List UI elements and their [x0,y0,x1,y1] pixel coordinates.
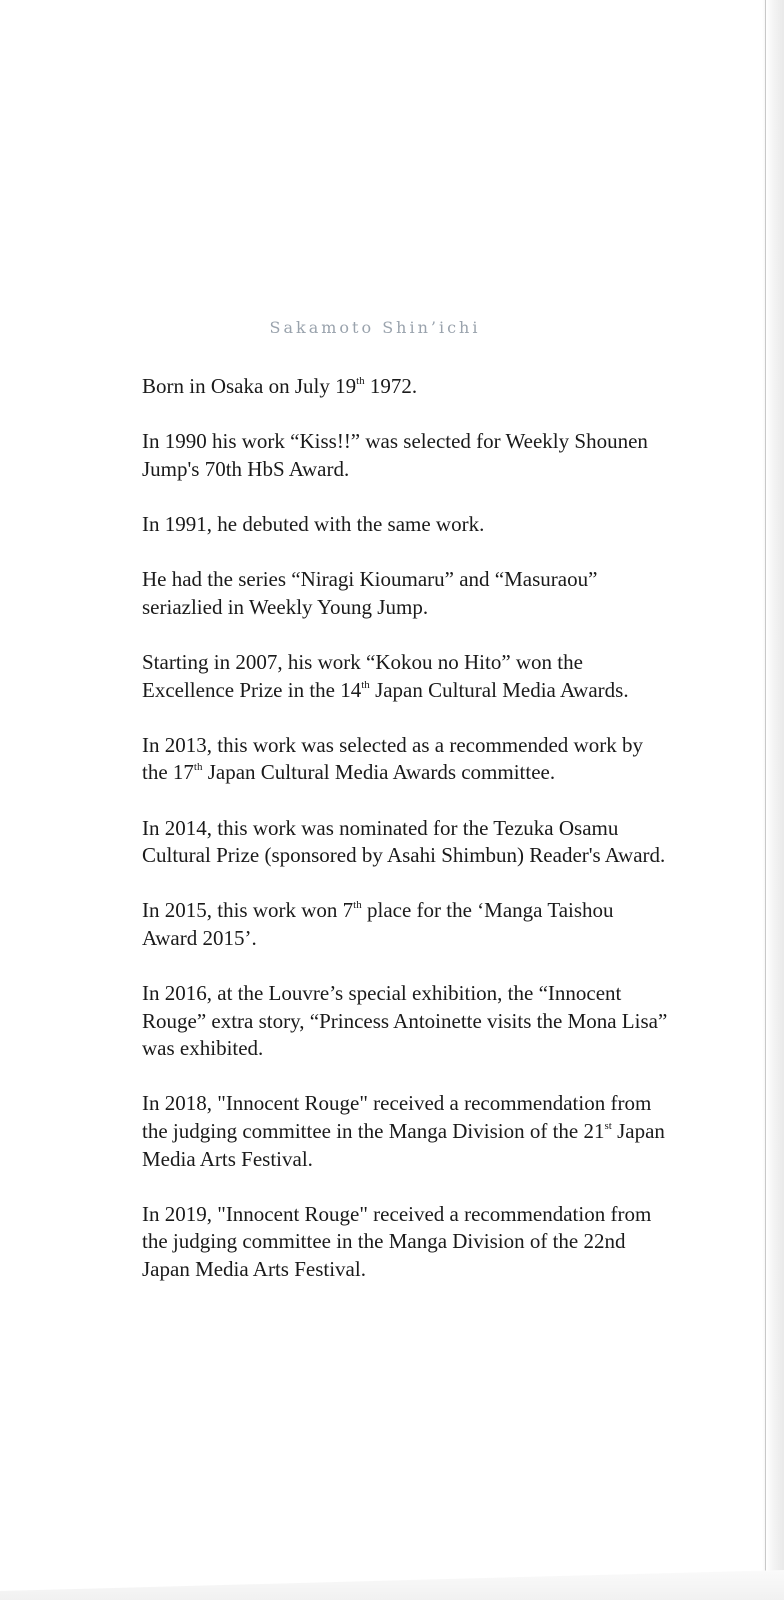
bio-text: In 1990 his work “Kiss!!” was selected for Weekly Shounen Jump's 70th HbS Award. [142,429,648,481]
bio-text: Starting in 2007, his work “Kokou no Hito” won the Excellence Prize in the 14 [142,649,583,702]
biography-text [142,373,672,1311]
bio-paragraph-2014 [142,815,672,870]
bio-paragraph-2018 [142,1090,672,1173]
bio-text: Japan Cultural Media Awards. [369,677,629,702]
bio-text: In 2018, "Innocent Rouge" received a recommendation from the judging committee in the Manga Division of the 21 [142,1091,652,1144]
paper-edge-bottom [0,1570,784,1600]
bio-text: In 2016, at the Louvre’s special exhibition, the “Innocent Rouge” extra story, “Princess Antoinette visits the Mona Lisa” was exhibited. [142,981,668,1061]
bio-text: place for the ‘Manga Taishou Award 2015’. [142,898,614,950]
bio-text: In 2014, this work was nominated for the Tezuka Osamu Cultural Prize (sponsored by Asahi Shimbun) Reader's Award. [142,815,666,868]
bio-paragraph-2016 [142,980,672,1063]
bio-text: In 2015, this work won 7 [142,898,354,923]
paper-edge-right [765,0,784,1600]
ordinal-suffix: th [356,375,365,387]
bio-paragraph-2019 [142,1201,672,1284]
bio-paragraph-born [142,373,672,401]
bio-text: Japan Media Arts Festival. [142,1119,665,1171]
bio-paragraph-2015 [142,897,672,952]
bio-text: Japan Cultural Media Awards committee. [202,760,556,785]
bio-text: Born in Osaka on July 19 [142,374,357,398]
bio-text: He had the series “Niragi Kioumaru” and “Masuraou” seriazlied in Weekly Young Jump. [142,567,598,619]
ordinal-suffix: th [361,678,370,691]
bio-paragraph-2013 [142,732,672,787]
bio-text: 1972. [364,374,418,398]
bio-text: In 1991, he debuted with the same work. [142,511,485,536]
ordinal-suffix: st [604,1120,612,1133]
bio-text: In 2019, "Innocent Rouge" received a recommendation from the judging committee in the Manga Division of the 22nd Japan Media Arts Festival. [142,1201,652,1281]
ordinal-suffix: th [193,761,203,774]
bio-paragraph-series [142,566,672,621]
sheet-shadow [762,0,766,1572]
bio-paragraph-2007 [142,649,672,704]
bio-text: In 2013, this work was selected as a recommended work by the 17 [142,732,643,785]
bio-paragraph-1990 [142,428,672,483]
bio-paragraph-1991 [142,511,672,539]
ordinal-suffix: th [353,899,362,912]
author-name-title: Sakamoto Shin’ichi [269,318,481,337]
